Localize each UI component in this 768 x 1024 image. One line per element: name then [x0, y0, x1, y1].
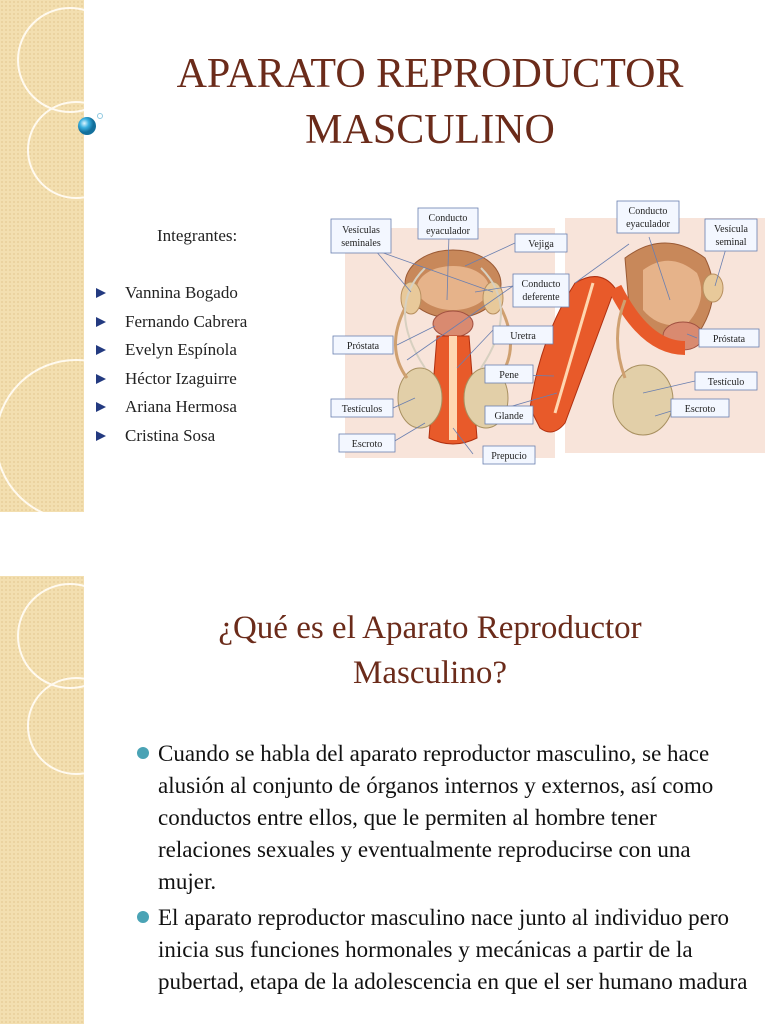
label-pene: Pene	[499, 370, 519, 381]
arrow-bullet-icon	[96, 288, 106, 298]
dot-bullet-icon	[137, 747, 149, 759]
slide-title: ¿Qué es el Aparato Reproductor Masculino?	[218, 610, 642, 691]
bullet-item: El aparato reproductor masculino nace junto al individuo pero inicia sus funciones hormonales y mecánicas a partir de la pubertad, etapa de la adolescencia en que el ser humano madura	[134, 902, 754, 998]
label-prepucio: Prepucio	[491, 451, 527, 462]
label-escroto-left: Escroto	[351, 439, 383, 450]
label-conducto-eyaculador-1: Conducto	[428, 213, 468, 224]
member-item: Vannina Bogado	[96, 283, 247, 312]
arrow-bullet-icon	[96, 402, 106, 412]
label-glande: Glande	[494, 411, 524, 422]
dot-bullet-icon	[137, 911, 149, 923]
anatomy-diagram	[325, 188, 768, 472]
member-item: Evelyn Espínola	[96, 340, 247, 369]
label-vesiculas-2: seminales	[341, 238, 381, 249]
member-item: Héctor Izaguirre	[96, 369, 247, 398]
label-conducto-eyaculador-2: eyaculador	[426, 226, 470, 237]
decorative-circles	[0, 576, 84, 1024]
label-escroto-right: Escroto	[684, 404, 716, 415]
members-label: Integrantes:	[157, 226, 238, 245]
member-item: Fernando Cabrera	[96, 312, 247, 341]
label-prostata-right: Próstata	[712, 334, 746, 345]
bullet-item: Cuando se habla del aparato reproductor masculino, se hace alusión al conjunto de órganos internos y externos, así como conductos entre ellos, que le permiten al hombre tener relaciones sexuales y eventualmente reproducirse con una mujer.	[134, 738, 754, 898]
label-uretra: Uretra	[510, 331, 536, 342]
arrow-bullet-icon	[96, 345, 106, 355]
slide-gap	[0, 512, 768, 576]
members-list	[96, 283, 247, 455]
label-conducto-deferente-2: deferente	[522, 292, 560, 303]
label-vesicula-seminal-1: Vesícula	[714, 224, 748, 235]
label-conducto-eyaculador-right-1: Conducto	[628, 206, 668, 217]
decorative-side-band	[0, 0, 84, 512]
member-item: Cristina Sosa	[96, 426, 247, 455]
label-vesiculas-1: Vesículas	[342, 225, 380, 236]
decorative-side-band	[0, 576, 84, 1024]
slide-title: APARATO REPRODUCTOR MASCULINO	[176, 51, 684, 153]
label-conducto-deferente-1: Conducto	[521, 279, 561, 290]
content-bullets	[134, 738, 754, 1002]
label-vejiga: Vejiga	[528, 239, 554, 250]
decorative-circles	[0, 0, 84, 512]
label-testiculos: Testículos	[341, 404, 383, 415]
arrow-bullet-icon	[96, 374, 106, 384]
label-prostata-left: Próstata	[346, 341, 380, 352]
arrow-bullet-icon	[96, 317, 106, 327]
label-conducto-eyaculador-right-2: eyaculador	[626, 219, 670, 230]
member-item: Ariana Hermosa	[96, 397, 247, 426]
arrow-bullet-icon	[96, 431, 106, 441]
label-testiculo: Testículo	[707, 377, 745, 388]
label-vesicula-seminal-2: seminal	[715, 237, 747, 248]
